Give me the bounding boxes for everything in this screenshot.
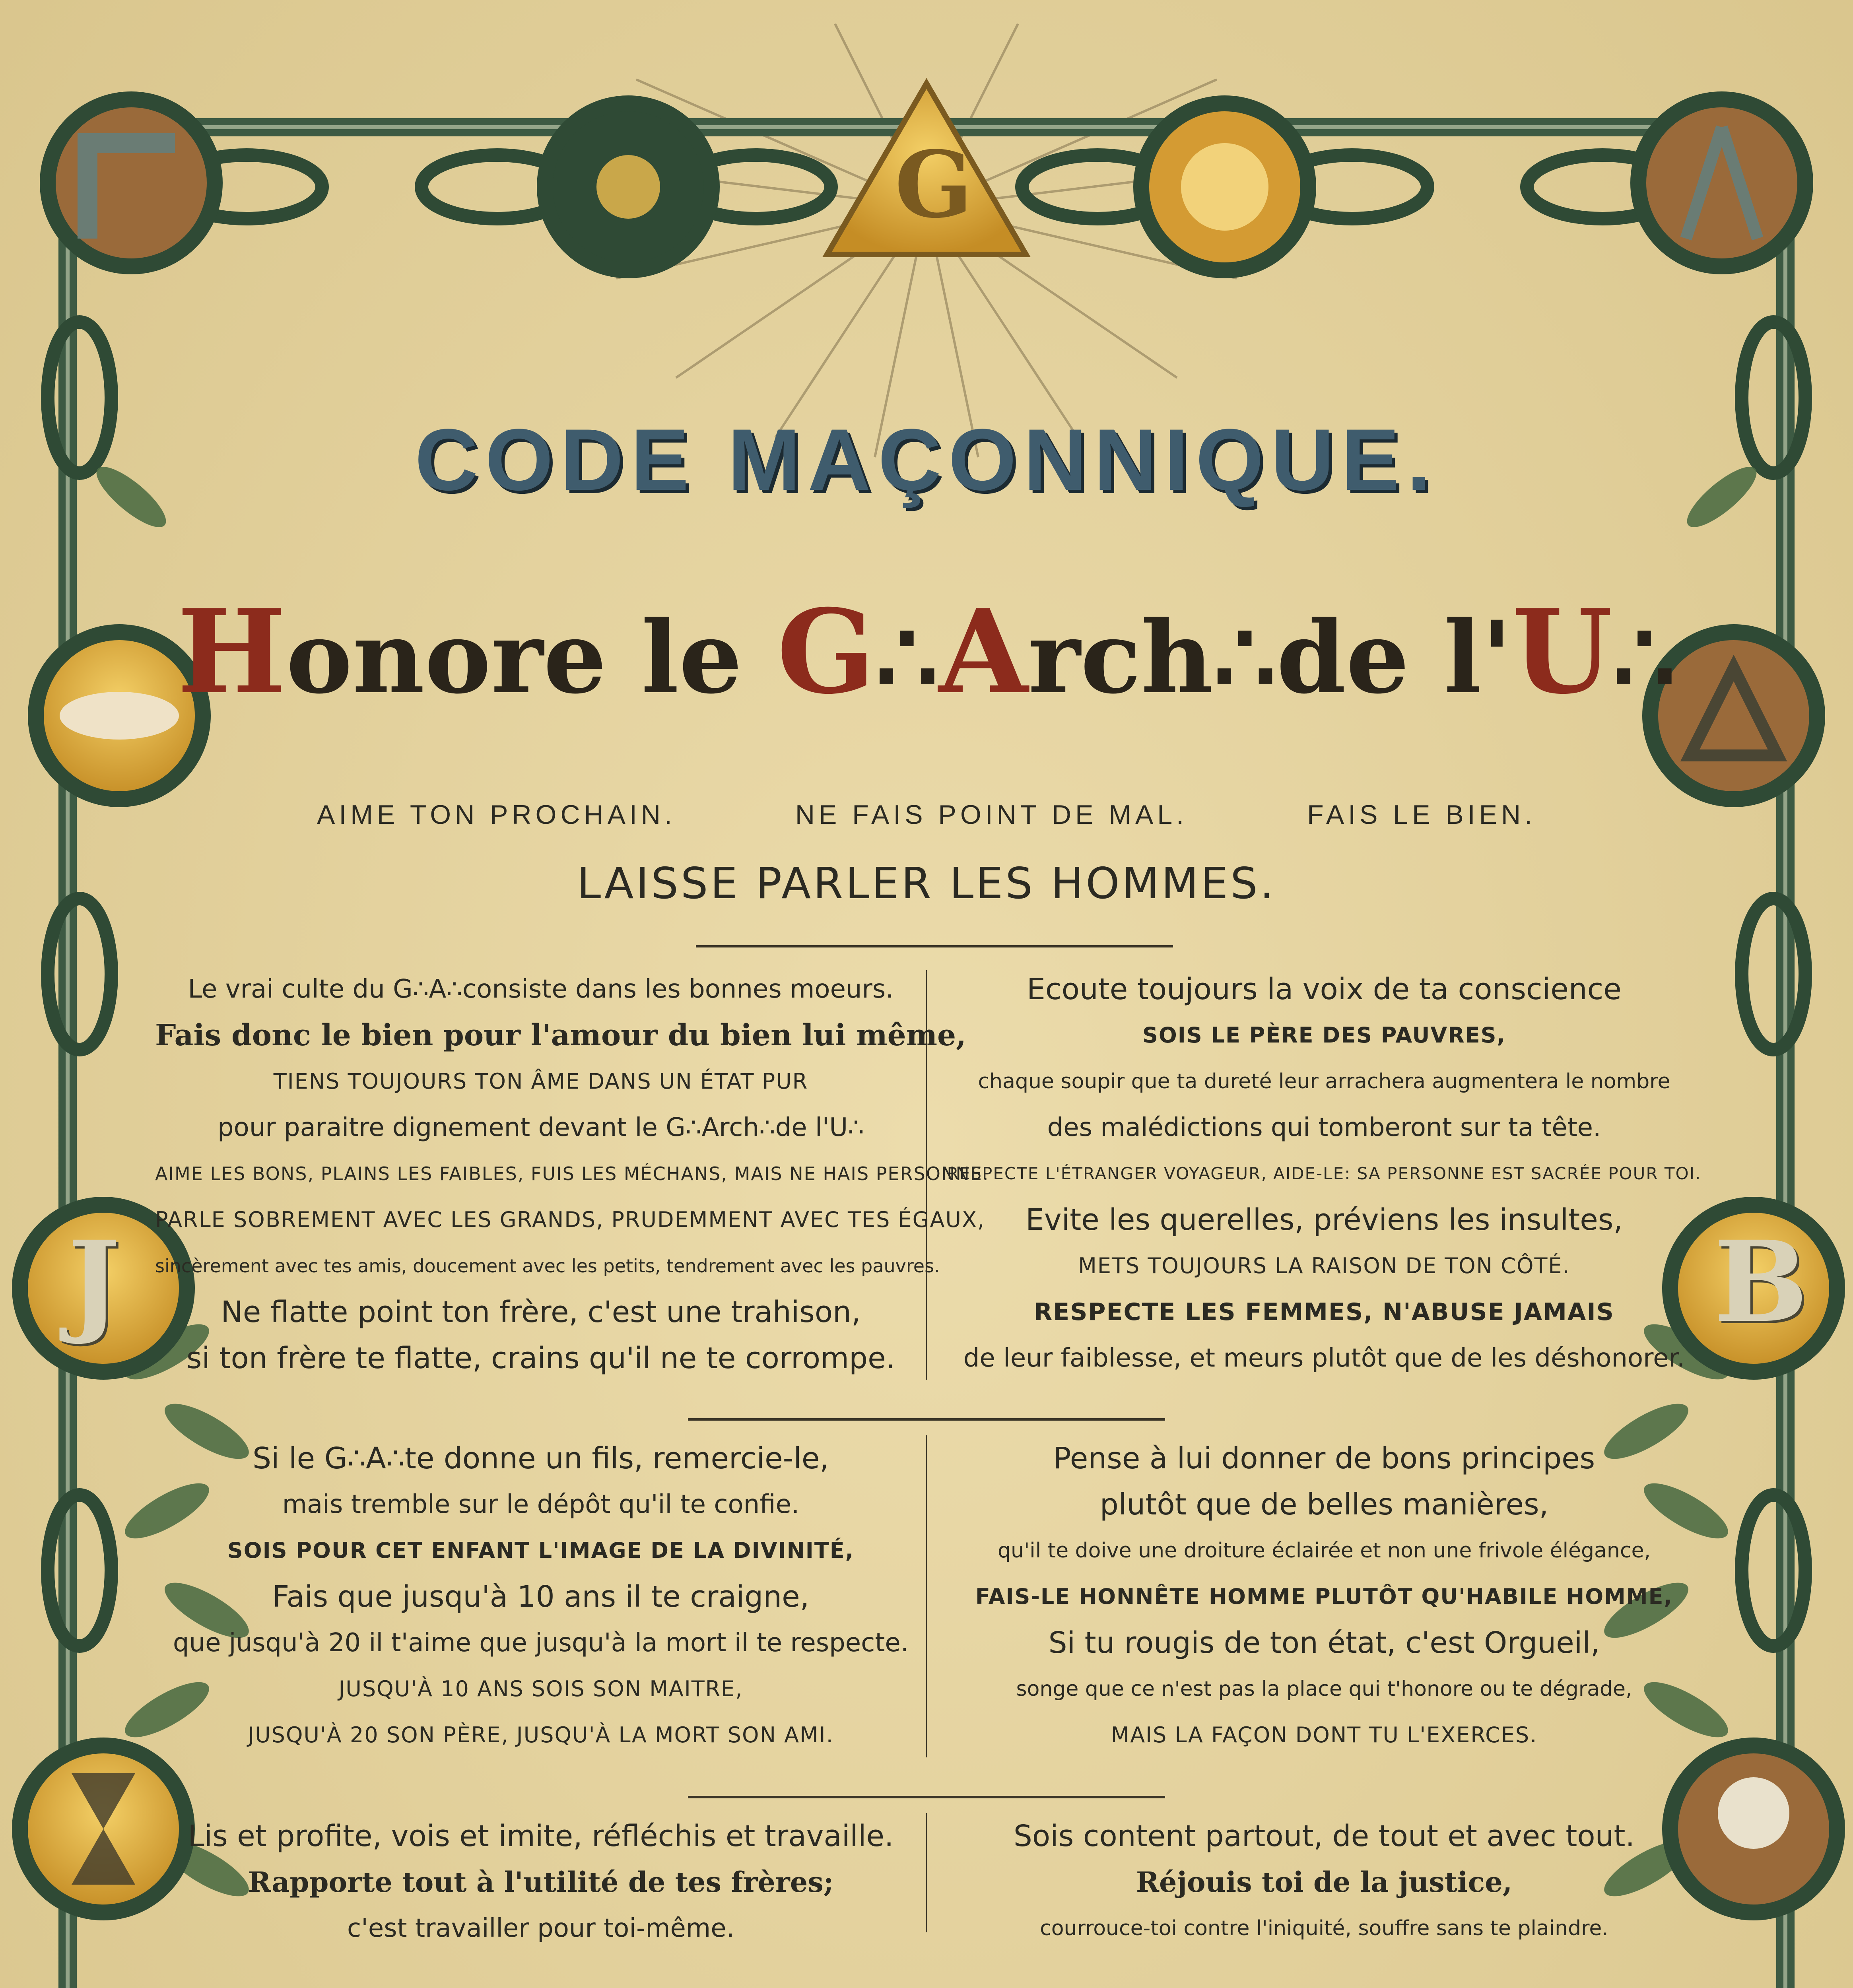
maxim-3: FAIS LE BIEN. xyxy=(1307,800,1536,830)
maxim-1: AIME TON PROCHAIN. xyxy=(317,800,676,830)
text-line: RESPECTE L'ÉTRANGER VOYAGEUR, AIDE-LE: SA PERSONNE EST SACRÉE POUR TOI. xyxy=(947,1164,1701,1183)
text-line: des malédictions qui tomberont sur ta tête. xyxy=(1047,1113,1601,1142)
text-line: sincèrement avec tes amis, doucement avec les petits, tendrement avec les pauvres. xyxy=(155,1255,940,1277)
text-line: Rapporte tout à l'utilité de tes frères; xyxy=(248,1866,834,1899)
text-line: RESPECTE LES FEMMES, N'ABUSE JAMAIS xyxy=(1034,1298,1614,1326)
pillar-j-letter: J xyxy=(68,1217,120,1347)
left-block-3 xyxy=(155,1813,926,1951)
left-block-1 xyxy=(155,966,989,1381)
text-line: songe que ce n'est pas la place qui t'honore ou te dégrade, xyxy=(1016,1677,1632,1701)
text-line: METS TOUJOURS LA RAISON DE TON CÔTÉ. xyxy=(1078,1253,1570,1278)
text-line: Ecoute toujours la voix de ta conscience xyxy=(1027,972,1622,1006)
text-line: Fais que jusqu'à 10 ans il te craigne, xyxy=(272,1580,810,1614)
pillar-b-letter: B xyxy=(1714,1217,1808,1347)
text-line: Ne flatte point ton frère, c'est une trahison, xyxy=(221,1295,861,1329)
text-line: c'est travailler pour toi-même. xyxy=(347,1914,734,1943)
right-block-1 xyxy=(938,966,1710,1381)
poster-title: CODE MAÇONNIQUE. xyxy=(415,411,1438,509)
right-block-2 xyxy=(938,1435,1710,1758)
illuminated-h: H xyxy=(177,584,286,720)
honor-line xyxy=(0,584,1853,720)
laisse-parler: LAISSE PARLER LES HOMMES. xyxy=(577,859,1276,909)
text-line: si ton frère te flatte, crains qu'il ne te corrompe. xyxy=(186,1341,895,1375)
text-line: de leur faiblesse, et meurs plutôt que de les déshonorer. xyxy=(963,1343,1685,1373)
text-line: JUSQU'À 10 ANS SOIS SON MAITRE, xyxy=(338,1676,743,1701)
text-line: TIENS TOUJOURS TON ÂME DANS UN ÉTAT PUR xyxy=(273,1069,808,1094)
text-line: qu'il te doive une droiture éclairée et non une frivole élégance, xyxy=(998,1539,1651,1563)
text-line: MAIS LA FAÇON DONT TU L'EXERCES. xyxy=(1111,1722,1538,1747)
text-line: Si tu rougis de ton état, c'est Orgueil, xyxy=(1048,1626,1600,1660)
maxim-2: NE FAIS POINT DE MAL. xyxy=(795,800,1188,830)
text-line: Sois content partout, de tout et avec tout. xyxy=(1013,1819,1635,1853)
u-dots: ∴ xyxy=(1612,599,1676,716)
text-line: courrouce-toi contre l'iniquité, souffre sans te plaindre. xyxy=(1040,1916,1608,1940)
text-line: JUSQU'À 20 SON PÈRE, JUSQU'À LA MORT SON AMI. xyxy=(248,1722,834,1747)
text-line: que jusqu'à 20 il t'aime que jusqu'à la mort il te respecte. xyxy=(173,1628,909,1658)
left-block-2 xyxy=(155,1435,926,1758)
maxims-row xyxy=(0,799,1853,830)
illuminated-g: G xyxy=(777,584,876,720)
text-line: Si le G∴A∴te donne un fils, remercie-le, xyxy=(253,1441,829,1475)
text-line: SOIS POUR CET ENFANT L'IMAGE DE LA DIVINITÉ, xyxy=(227,1538,855,1563)
compass-medallion xyxy=(1638,99,1805,266)
text-line: pour paraitre dignement devant le G∴Arch∴de l'U∴ xyxy=(218,1113,864,1142)
text-line: chaque soupir que ta dureté leur arrachera augmentera le nombre xyxy=(978,1070,1670,1093)
text-line: AIME LES BONS, PLAINS LES FAIBLES, FUIS LES MÉCHANS, MAIS NE HAIS PERSONNE. xyxy=(155,1163,989,1184)
text-line: mais tremble sur le dépôt qu'il te confie. xyxy=(282,1490,800,1519)
right-block-3 xyxy=(938,1813,1710,1951)
text-line: Réjouis toi de la justice, xyxy=(1136,1866,1513,1899)
honor-text: onore le xyxy=(286,599,777,716)
illuminated-u: U xyxy=(1512,584,1613,720)
text-line: PARLE SOBREMENT AVEC LES GRANDS, PRUDEMMENT AVEC TES ÉGAUX, xyxy=(155,1207,985,1232)
g-dots: ∴ xyxy=(875,599,939,716)
delta-g-letter: G xyxy=(895,131,973,239)
text-line: FAIS-LE HONNÊTE HOMME PLUTÔT QU'HABILE HOMME, xyxy=(975,1584,1673,1609)
text-line: Evite les querelles, préviens les insultes, xyxy=(1026,1203,1623,1237)
text-line: Le vrai culte du G∴A∴consiste dans les bonnes moeurs. xyxy=(188,975,894,1004)
square-medallion xyxy=(48,99,215,266)
text-line: Fais donc le bien pour l'amour du bien lui même, xyxy=(155,1018,966,1052)
text-line: Lis et profite, vois et imite, réfléchis et travaille. xyxy=(188,1819,894,1853)
text-line: Pense à lui donner de bons principes xyxy=(1053,1441,1595,1475)
text-line: SOIS LE PÈRE DES PAUVRES, xyxy=(1142,1023,1506,1048)
illuminated-a: A xyxy=(938,584,1028,720)
arch-text: rch∴de l' xyxy=(1028,599,1512,716)
text-line: plutôt que de belles manières, xyxy=(1099,1487,1549,1522)
